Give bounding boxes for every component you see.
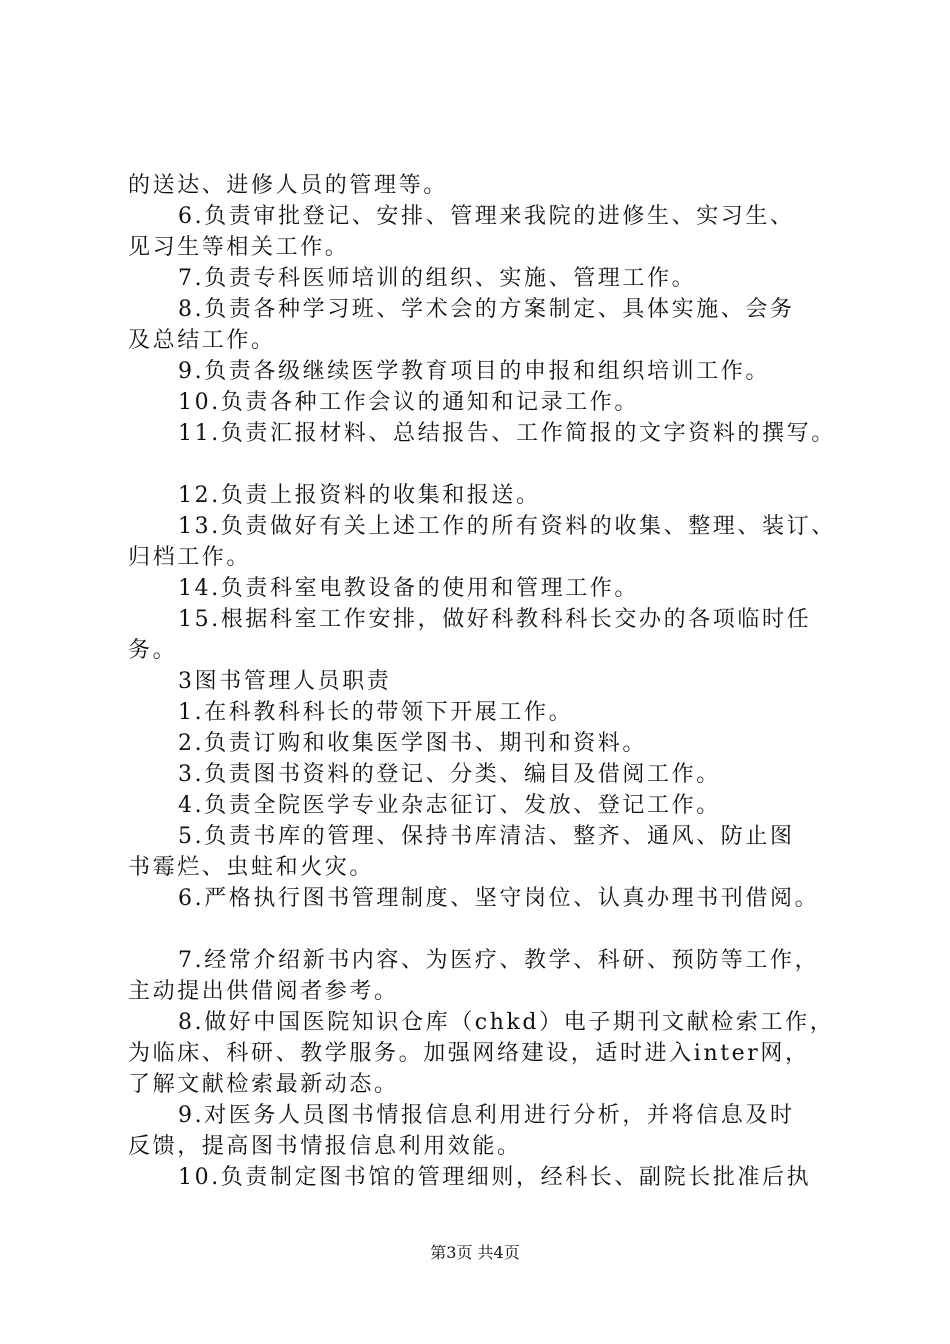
list-item-text: 5.负责书库的管理、保持书库清洁、整齐、通风、防止图 [178,824,795,849]
list-item-text: 7.经常介绍新书内容、为医疗、教学、科研、预防等工作， [178,948,820,973]
text-line: 务。 [128,638,178,663]
text-line: 见习生等相关工作。 [128,235,350,260]
list-item-text: 6.严格执行图书管理制度、坚守岗位、认真办理书刊借阅。 [178,886,820,911]
page-number-label: 第3页 共4页 [430,1243,520,1262]
list-item-text: 1.在科教科科长的带领下开展工作。 [178,700,574,725]
list-item-text: 9.对医务人员图书情报信息利用进行分析，并将信息及时 [178,1103,795,1128]
list-item-text: 7.负责专科医师培训的组织、实施、管理工作。 [178,266,697,291]
list-item-text: 9.负责各级继续医学教育项目的申报和组织培训工作。 [178,359,770,384]
list-item-text: 3.负责图书资料的登记、分类、编目及借阅工作。 [178,762,721,787]
page-footer [0,1243,950,1263]
list-item-text: 4.负责全院医学专业杂志征订、发放、登记工作。 [178,793,721,818]
list-item-text: 8.负责各种学习班、学术会的方案制定、具体实施、会务 [178,297,795,322]
paragraph-gap [128,449,858,480]
text-line: 为临床、科研、教学服务。加强网络建设，适时进入inter网， [128,1041,810,1066]
text-line: 了解文献检索最新动态。 [128,1072,399,1097]
text-line: 及总结工作。 [128,328,276,353]
list-item-text: 10.负责各种工作会议的通知和记录工作。 [178,390,639,415]
list-item-text: 14.负责科室电教设备的使用和管理工作。 [178,576,639,601]
list-item-text: 12.负责上报资料的收集和报送。 [178,483,541,508]
list-item-text: 11.负责汇报材料、总结报告、工作简报的文字资料的撰写。 [178,421,836,446]
text-line: 的送达、进修人员的管理等。 [128,173,448,198]
list-item-text: 10.负责制定图书馆的管理细则，经科长、副院长批准后执 [178,1165,812,1190]
text-line: 反馈，提高图书情报信息利用效能。 [128,1134,522,1159]
text-line: 归档工作。 [128,545,252,570]
paragraph-gap [128,914,858,945]
section-heading: 3图书管理人员职责 [178,669,392,694]
list-item-text: 6.负责审批登记、安排、管理来我院的进修生、实习生、 [178,204,795,229]
list-item-text: 13.负责做好有关上述工作的所有资料的收集、整理、装订、 [178,514,836,539]
list-item-text: 8.做好中国医院知识仓库（chkd）电子期刊文献检索工作， [178,1010,835,1035]
text-line: 书霉烂、虫蛀和火灾。 [128,855,375,880]
list-item-text: 2.负责订购和收集医学图书、期刊和资料。 [178,731,647,756]
text-line: 主动提出供借阅者参考。 [128,979,399,1004]
list-item-text: 15.根据科室工作安排，做好科教科科长交办的各项临时任 [178,607,812,632]
document-body [128,170,858,1193]
